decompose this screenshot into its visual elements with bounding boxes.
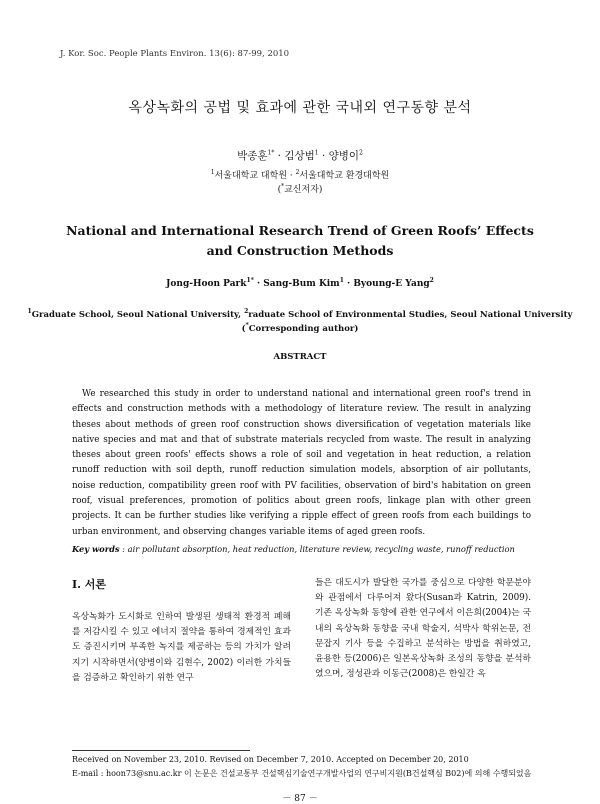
english-affil-2: raduate School of Environmental Studies, Seoul National University bbox=[248, 309, 573, 320]
korean-author-2-sup: 1 bbox=[314, 149, 319, 157]
korean-corresponding bbox=[0, 182, 600, 195]
footnote-email: E-mail : hoon73@snu.ac.kr 이 논문은 건설교통부 건설핵심기술연구개발사업의 연구비지원(B건설핵심 B02)에 의해 수행되었음 bbox=[72, 769, 532, 778]
english-author-2-sup: 1 bbox=[339, 277, 344, 284]
keywords bbox=[72, 544, 531, 554]
korean-corr-text: 교신저자) bbox=[284, 185, 323, 195]
korean-corr-sup: * bbox=[281, 183, 285, 190]
english-author-3: Byoung-E Yang bbox=[353, 279, 430, 289]
english-affil-1: Graduate School, Seoul National University, bbox=[31, 309, 245, 320]
korean-authors bbox=[0, 148, 600, 163]
page-number: － 87 － bbox=[282, 794, 318, 804]
footnote-received: Received on November 23, 2010. Revised on December 7, 2010. Accepted on December 20, 2010 bbox=[72, 755, 469, 764]
author-separator: · bbox=[274, 150, 285, 162]
author-separator: · bbox=[253, 279, 264, 289]
korean-affil-1-sup: 1 bbox=[210, 169, 215, 176]
korean-author-2: 김상범 bbox=[284, 150, 315, 162]
keywords-label: Key words bbox=[72, 544, 120, 554]
intro-right-column: 들은 대도시가 발달한 국가를 중심으로 다양한 학문분야와 관점에서 다루어져 왔다(Susan과 Katrin, 2009). 기존 옥상녹화 동향에 관한 연구에서 이은희(2004)는 국내의 옥상녹화 동향을 국내 학술지, 석박사 학위논문, 전문잡지 기사 등을 수집하고 분석하는 방법을 취하였고, 윤용한 등(2006)은 일본옥상녹화 조성의 동향을 분석하였으며, 정성관과 이동근(2008)은 한일간 옥 bbox=[315, 578, 531, 680]
korean-author-3-sup: 2 bbox=[359, 149, 363, 157]
korean-affil-1: 서울대학교 대학원 · bbox=[214, 171, 296, 181]
english-affiliations bbox=[0, 308, 600, 320]
korean-author-1: 박종훈 bbox=[237, 150, 268, 162]
english-affil-2-sup: 2 bbox=[244, 308, 249, 315]
english-corr-open: ( bbox=[241, 323, 246, 334]
section-heading: I. 서론 bbox=[72, 578, 107, 591]
english-author-1: Jong-Hoon Park bbox=[166, 279, 247, 289]
english-corresponding bbox=[0, 322, 600, 334]
english-author-3-sup: 2 bbox=[429, 277, 434, 284]
english-title-line-1: National and International Research Trend of Green Roofs’ Effects bbox=[66, 223, 534, 238]
author-separator: · bbox=[318, 150, 329, 162]
english-author-2: Sang-Bum Kim bbox=[263, 279, 340, 289]
korean-affil-2: 서울대학교 환경대학원 bbox=[299, 171, 390, 181]
abstract-heading: ABSTRACT bbox=[273, 352, 327, 362]
author-separator: · bbox=[343, 279, 354, 289]
english-corr-text: Corresponding author) bbox=[248, 323, 359, 334]
korean-corr-open: ( bbox=[277, 185, 282, 195]
english-authors bbox=[0, 277, 600, 289]
korean-author-1-sup: 1* bbox=[267, 149, 275, 157]
korean-affiliations bbox=[0, 168, 600, 181]
journal-citation: J. Kor. Soc. People Plants Environ. 13(6): 87-99, 2010 bbox=[60, 49, 290, 59]
english-title-line-2: and Construction Methods bbox=[206, 243, 394, 258]
keywords-list: : air pollutant absorption, heat reduction, literature review, recycling waste, runoff reduction bbox=[119, 544, 515, 554]
english-affil-1-sup: 1 bbox=[27, 308, 32, 315]
english-corr-sup: * bbox=[245, 322, 249, 329]
abstract-body: We researched this study in order to understand national and international green roof's trend in effects and construction methods with a methodology of literature review. The result in analyzing theses about methods of green roof construction shows diversification of vegetation materials like native species and mat and that of substrate materials recycled from waste. The result in analyzing theses about green roofs' effects shows a role of soil and vegetation in heat reduction, a relation runoff reduction with soil depth, runoff reduction simulation models, absorption of air pollutants, noise reduction, compatibility green roof with PV facilities, observation of bird's habitation on green roof, visual preferences, promotion of politics about green roofs, linkage plan with other green projects. It can be further studies like verifying a ripple effect of green roofs from each buildings to urban environment, and observing changes variable items of aged green roofs. bbox=[72, 389, 531, 537]
footnote-divider bbox=[72, 750, 250, 751]
korean-author-3: 양병이 bbox=[328, 150, 360, 162]
english-title bbox=[0, 221, 600, 261]
korean-title: 옥상녹화의 공법 및 효과에 관한 국내외 연구동향 분석 bbox=[128, 100, 472, 116]
intro-left-column: 옥상녹화가 도시화로 인하여 발생된 생태적 환경적 폐해를 저감시킬 수 있고 에너지 절약을 통하여 경제적인 효과도 증진시키며 부족한 녹지를 제공하는 등의 가치가 알려지기 시작하면서(양병이와 김현수, 2002) 이러한 가치들을 검증하고 확인하기 위한 연구 bbox=[72, 612, 291, 683]
english-author-1-sup: 1* bbox=[246, 277, 254, 284]
korean-affil-2-sup: 2 bbox=[295, 169, 300, 176]
